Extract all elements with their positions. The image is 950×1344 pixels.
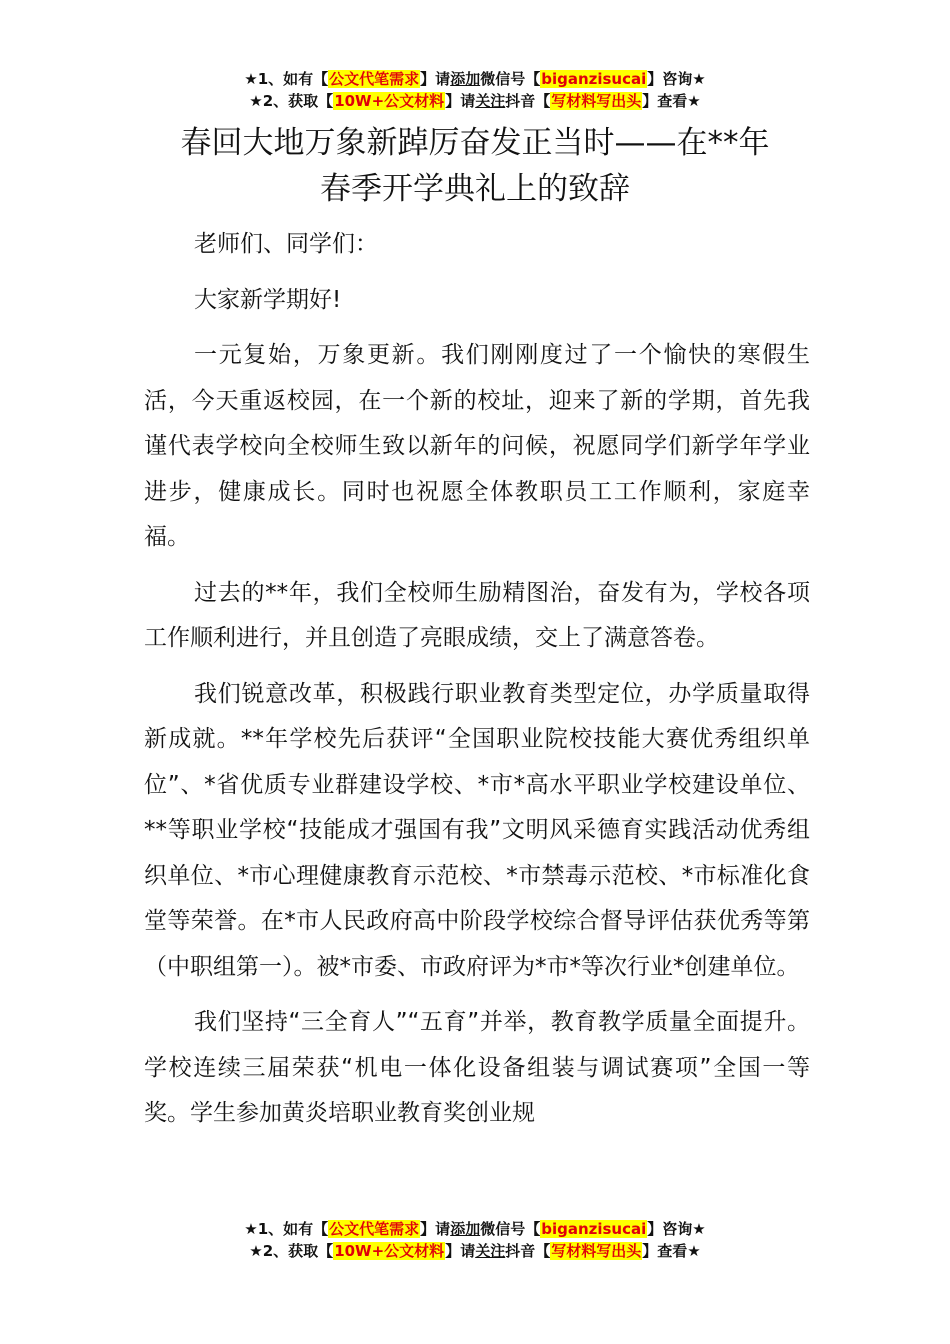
body-paragraph: 过去的**年，我们全校师生励精图治，奋发有为，学校各项工作顺利进行，并且创造了亮眼成绩，交上了满意答卷。 — [144, 579, 810, 651]
banner-text: 微信号【 — [480, 1220, 541, 1238]
banner-text: ★2、获取【 — [249, 1242, 334, 1260]
document-body — [144, 222, 810, 1147]
bottom-banner — [0, 1218, 950, 1262]
banner-text: 】查看★ — [642, 1242, 701, 1260]
highlight-douyin-account: 写材料写出头 — [551, 1242, 642, 1260]
banner-line-1 — [0, 1218, 950, 1240]
banner-emphasis: 关注 — [475, 1242, 506, 1260]
banner-text: 抖音【 — [505, 92, 551, 110]
title-line-2: 春季开学典礼上的致辞 — [320, 171, 630, 207]
highlight-douyin-account: 写材料写出头 — [551, 92, 642, 110]
highlight-service: 公文代笔需求 — [329, 1220, 420, 1238]
banner-text: ★1、如有【 — [244, 1220, 329, 1238]
banner-line-1 — [0, 68, 950, 90]
highlight-materials: 10W+公文材料 — [334, 92, 445, 110]
body-paragraph: 我们坚持“三全育人”“五育”并举，教育教学质量全面提升。学校连续三届荣获“机电一体化设备组装与调试赛项”全国一等奖。学生参加黄炎培职业教育奖创业规 — [144, 1009, 810, 1126]
banner-text: 】咨询★ — [647, 70, 706, 88]
banner-text: 抖音【 — [505, 1242, 551, 1260]
greeting: 大家新学期好! — [194, 286, 342, 313]
banner-text: 】请 — [445, 92, 476, 110]
banner-line-2 — [0, 90, 950, 112]
banner-text: 】请 — [420, 1220, 451, 1238]
page-title — [130, 120, 820, 212]
banner-emphasis: 关注 — [475, 92, 506, 110]
highlight-wechat-id: biganzisucai — [541, 1220, 647, 1238]
banner-text: ★2、获取【 — [249, 92, 334, 110]
highlight-materials: 10W+公文材料 — [334, 1242, 445, 1260]
salutation: 老师们、同学们： — [194, 231, 378, 257]
top-banner — [0, 68, 950, 112]
title-line-1: 春回大地万象新踔厉奋发正当时——在**年 — [180, 125, 770, 161]
banner-text: 】查看★ — [642, 92, 701, 110]
banner-text: 】请 — [420, 70, 451, 88]
banner-line-2 — [0, 1240, 950, 1262]
banner-text: 微信号【 — [480, 70, 541, 88]
banner-emphasis: 添加 — [450, 70, 481, 88]
banner-text: ★1、如有【 — [244, 70, 329, 88]
highlight-wechat-id: biganzisucai — [541, 70, 647, 88]
body-paragraph: 我们锐意改革，积极践行职业教育类型定位，办学质量取得新成就。**年学校先后获评“全国职业院校技能大赛优秀组织单位”、*省优质专业群建设学校、*市*高水平职业学校建设单位、**等职业学校“技能成才强国有我”文明风采德育实践活动优秀组织单位、*市心理健康教育示范校、*市禁毒示范校、*市标准化食堂等荣誉。在*市人民政府高中阶段学校综合督导评估获优秀等第（中职组第一）。被*市委、市政府评为*市*等次行业*创建单位。 — [144, 680, 810, 980]
banner-text: 】咨询★ — [647, 1220, 706, 1238]
banner-emphasis: 添加 — [450, 1220, 481, 1238]
body-paragraph: 一元复始，万象更新。我们刚刚度过了一个愉快的寒假生活，今天重返校园，在一个新的校址，迎来了新的学期，首先我谨代表学校向全校师生致以新年的问候，祝愿同学们新学年学业进步，健康成长。同时也祝愿全体教职员工工作顺利，家庭幸福。 — [144, 342, 810, 550]
highlight-service: 公文代笔需求 — [329, 70, 420, 88]
banner-text: 】请 — [445, 1242, 476, 1260]
